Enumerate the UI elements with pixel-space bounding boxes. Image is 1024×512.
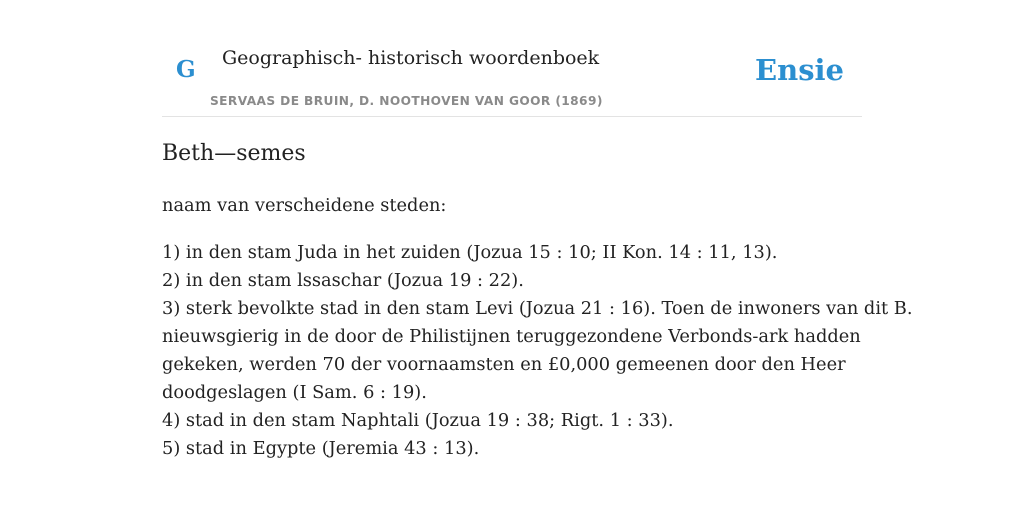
entry-line: 4) stad in den stam Naphtali (Jozua 19 : 38; Rigt. 1 : 33). — [162, 410, 674, 431]
book-title[interactable]: Geographisch- historisch woordenboek — [222, 47, 600, 69]
book-header — [162, 0, 862, 117]
entry-line: 1) in den stam Juda in het zuiden (Jozua 15 : 10; II Kon. 14 : 11, 13). — [162, 242, 778, 263]
entry-line: doodgeslagen (I Sam. 6 : 19). — [162, 382, 427, 403]
entry-title: Beth—semes — [162, 141, 306, 166]
entry-line: gekeken, werden 70 der voornaamsten en £0,000 gemeenen door den Heer — [162, 354, 846, 375]
entry-line: 5) stad in Egypte (Jeremia 43 : 13). — [162, 438, 480, 459]
entry-line: 3) sterk bevolkte stad in den stam Levi (Jozua 21 : 16). Toen de inwoners van dit B. — [162, 298, 913, 319]
book-letter-badge: G — [176, 56, 196, 83]
ensie-logo[interactable]: Ensie — [755, 53, 844, 87]
entry-body — [162, 239, 913, 463]
entry-line: 2) in den stam lssaschar (Jozua 19 : 22). — [162, 270, 524, 291]
book-authors: SERVAAS DE BRUIN, D. NOOTHOVEN VAN GOOR (1869) — [210, 94, 603, 108]
entry-intro: naam van verscheidene steden: — [162, 195, 447, 216]
entry-line: nieuwsgierig in de door de Philistijnen teruggezondene Verbonds-ark hadden — [162, 326, 861, 347]
